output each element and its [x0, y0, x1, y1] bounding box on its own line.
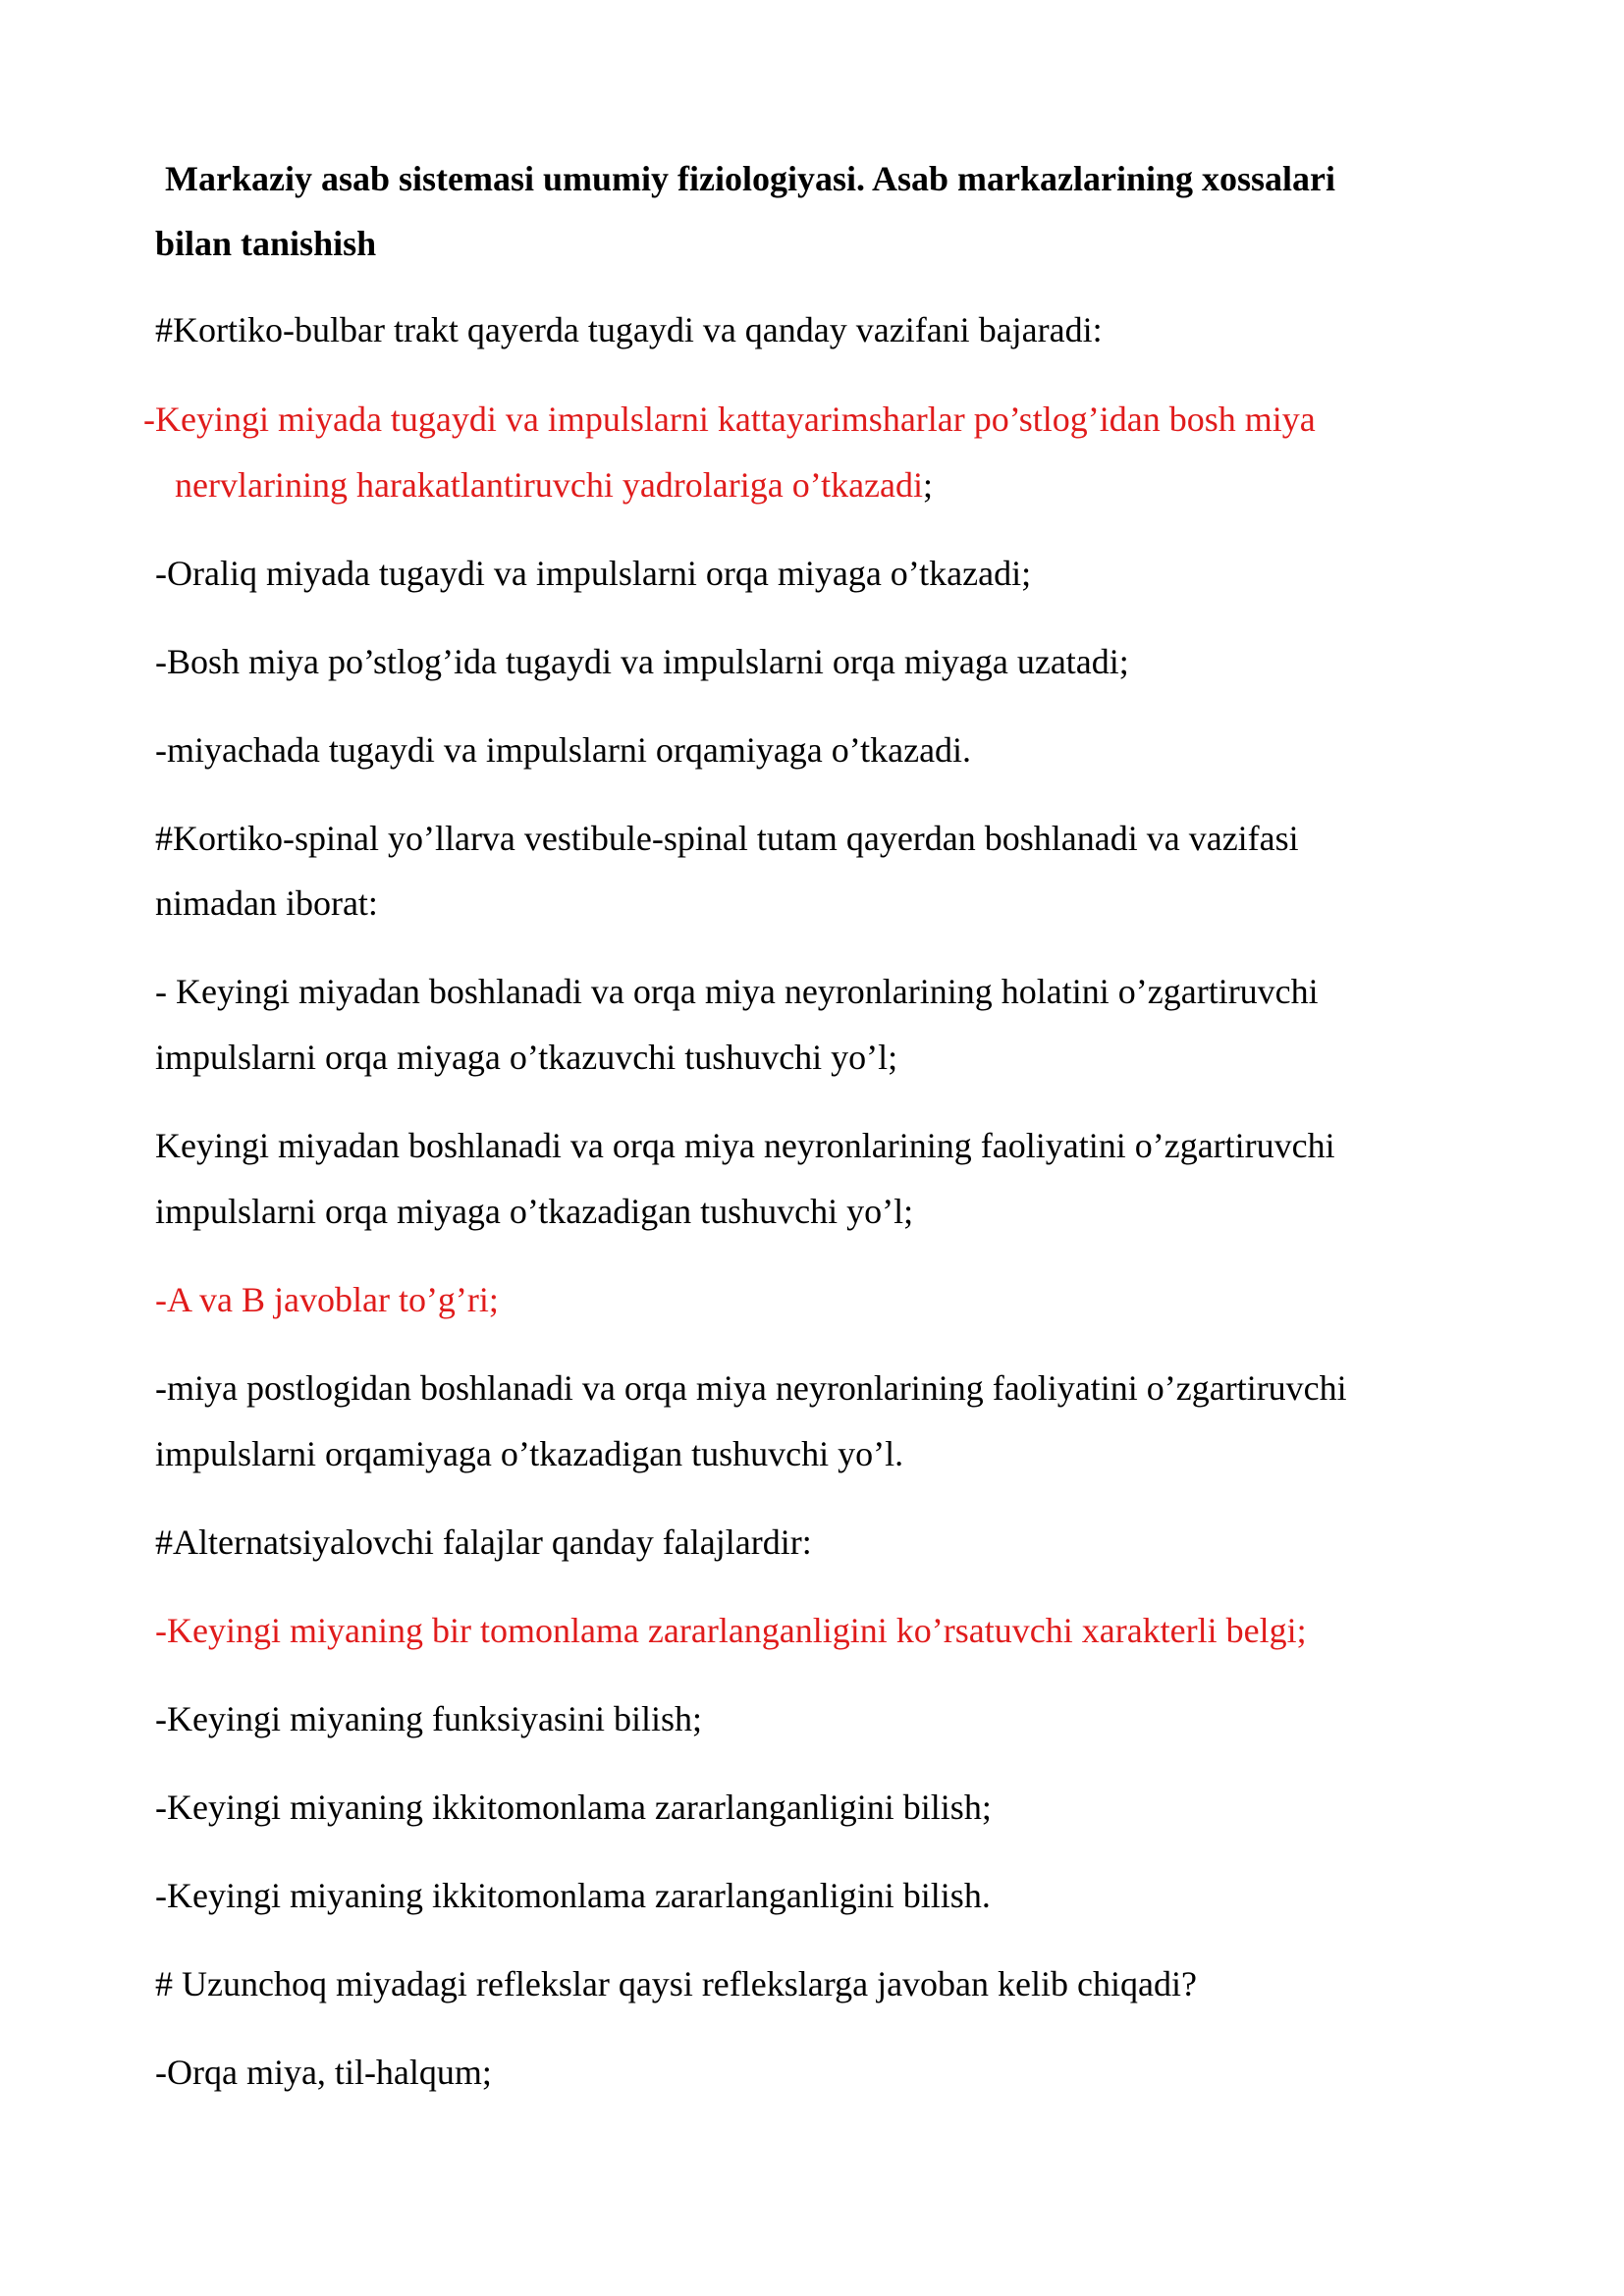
question-3-option-4: -Keyingi miyaning ikkitomonlama zararlanganligini bilish. — [155, 1876, 991, 1915]
question-1-correct-answer-line-1: -Keyingi miyada tugaydi va impulslarni kattayarimsharlar po’stlog’idan bosh miya — [143, 400, 1316, 439]
document-title-line-2: bilan tanishish — [155, 224, 377, 263]
question-3-correct-answer: -Keyingi miyaning bir tomonlama zararlanganligini ko’rsatuvchi xarakterli belgi; — [155, 1611, 1307, 1650]
question-1: #Kortiko-bulbar trakt qayerda tugaydi va qanday vazifani bajaradi: — [155, 310, 1103, 349]
question-4-option-1: -Orqa miya, til-halqum; — [155, 2053, 492, 2092]
question-2-option-2-line-2: impulslarni orqa miyaga o’tkazadigan tushuvchi yo’l; — [155, 1192, 914, 1231]
question-3-option-2: -Keyingi miyaning funksiyasini bilish; — [155, 1699, 702, 1738]
question-1-correct-answer-punct: ; — [923, 465, 934, 505]
question-2-line-1: #Kortiko-spinal yo’llarva vestibule-spinal tutam qayerdan boshlanadi va vazifasi — [155, 819, 1299, 858]
question-4: # Uzunchoq miyadagi reflekslar qaysi reflekslarga javoban kelib chiqadi? — [155, 1964, 1197, 2003]
question-1-option-3: -Bosh miya po’stlog’ida tugaydi va impulslarni orqa miyaga uzatadi; — [155, 642, 1129, 681]
question-1-option-4: -miyachada tugaydi va impulslarni orqamiyaga o’tkazadi. — [155, 730, 972, 770]
question-1-option-2: -Oraliq miyada tugaydi va impulslarni orqa miyaga o’tkazadi; — [155, 554, 1032, 593]
question-2-option-2-line-1: Keyingi miyadan boshlanadi va orqa miya neyronlarining faoliyatini o’zgartiruvchi — [155, 1126, 1335, 1165]
document-title-line-1: Markaziy asab sistemasi umumiy fiziologiyasi. Asab markazlarining xossalari — [165, 159, 1336, 198]
question-2-option-1-line-2: impulslarni orqa miyaga o’tkazuvchi tushuvchi yo’l; — [155, 1038, 898, 1077]
question-1-correct-answer-text: nervlarining harakatlantiruvchi yadrolariga o’tkazadi — [175, 465, 924, 505]
question-2-option-1-line-1: - Keyingi miyadan boshlanadi va orqa miya neyronlarining holatini o’zgartiruvchi — [155, 972, 1319, 1011]
question-2-option-4-line-1: -miya postlogidan boshlanadi va orqa miya neyronlarining faoliyatini o’zgartiruvchi — [155, 1368, 1347, 1408]
question-1-correct-answer-line-2 — [175, 463, 933, 507]
question-3: #Alternatsiyalovchi falajlar qanday falajlardir: — [155, 1522, 812, 1562]
question-2-option-4-line-2: impulslarni orqamiyaga o’tkazadigan tushuvchi yo’l. — [155, 1434, 904, 1473]
question-2-correct-answer: -A va B javoblar to’g’ri; — [155, 1280, 499, 1319]
question-3-option-3: -Keyingi miyaning ikkitomonlama zararlanganligini bilish; — [155, 1788, 992, 1827]
question-2-line-2: nimadan iborat: — [155, 883, 378, 923]
